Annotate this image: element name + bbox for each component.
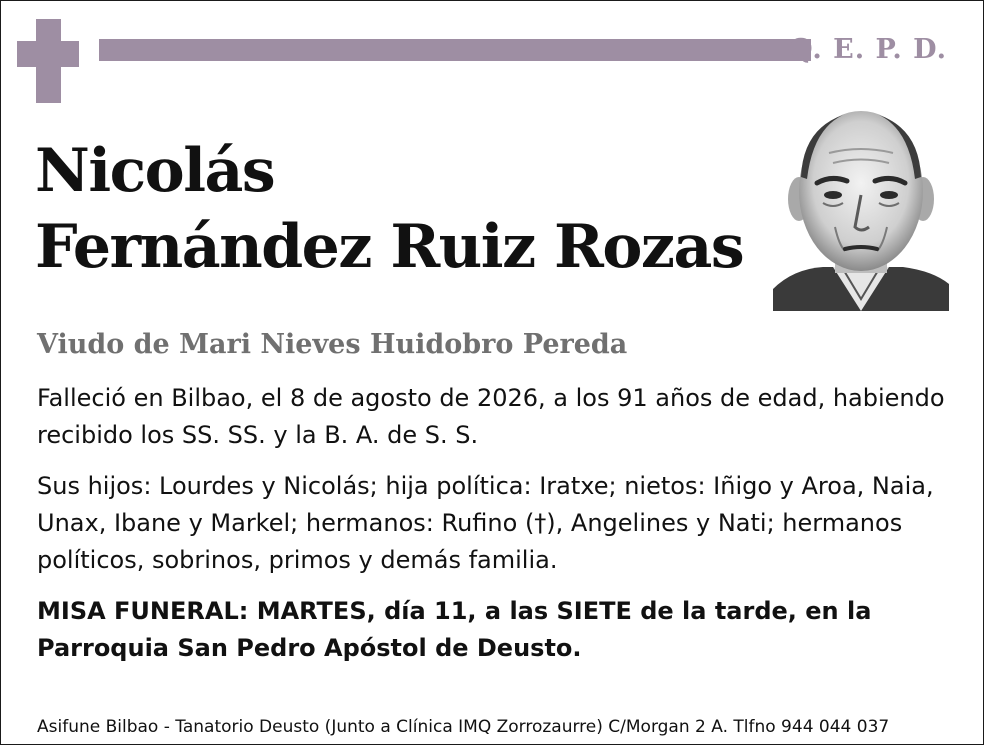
deceased-name: [35, 133, 775, 285]
portrait-photo: [773, 99, 949, 311]
family-paragraph: Sus hijos: Lourdes y Nicolás; hija política: Iratxe; nietos: Iñigo y Aroa, Naia, Unax, Ibane y Markel; hermanos: Rufino (†), Angelines y Nati; hermanos políticos, sobrinos, primos y demás familia.: [37, 472, 934, 574]
widow-line: Viudo de Mari Nieves Huidobro Pereda: [37, 329, 628, 360]
cross-icon: [17, 19, 79, 103]
death-paragraph: Falleció en Bilbao, el 8 de agosto de 2026, a los 91 años de edad, habiendo recibido los SS. SS. y la B. A. de S. S.: [37, 384, 945, 449]
first-name: Nicolás: [35, 136, 275, 206]
funeral-home-footer: Asifune Bilbao - Tanatorio Deusto (Junto a Clínica IMQ Zorrozaurre) C/Morgan 2 A. Tlfno 944 044 037: [37, 717, 890, 737]
surnames: Fernández Ruiz Rozas: [35, 212, 744, 282]
qepd-heading: Q. E. P. D.: [789, 34, 947, 65]
funeral-paragraph: MISA FUNERAL: MARTES, día 11, a las SIETE de la tarde, en la Parroquia San Pedro Apóstol de Deusto.: [37, 597, 872, 662]
header-rule: [99, 39, 811, 61]
